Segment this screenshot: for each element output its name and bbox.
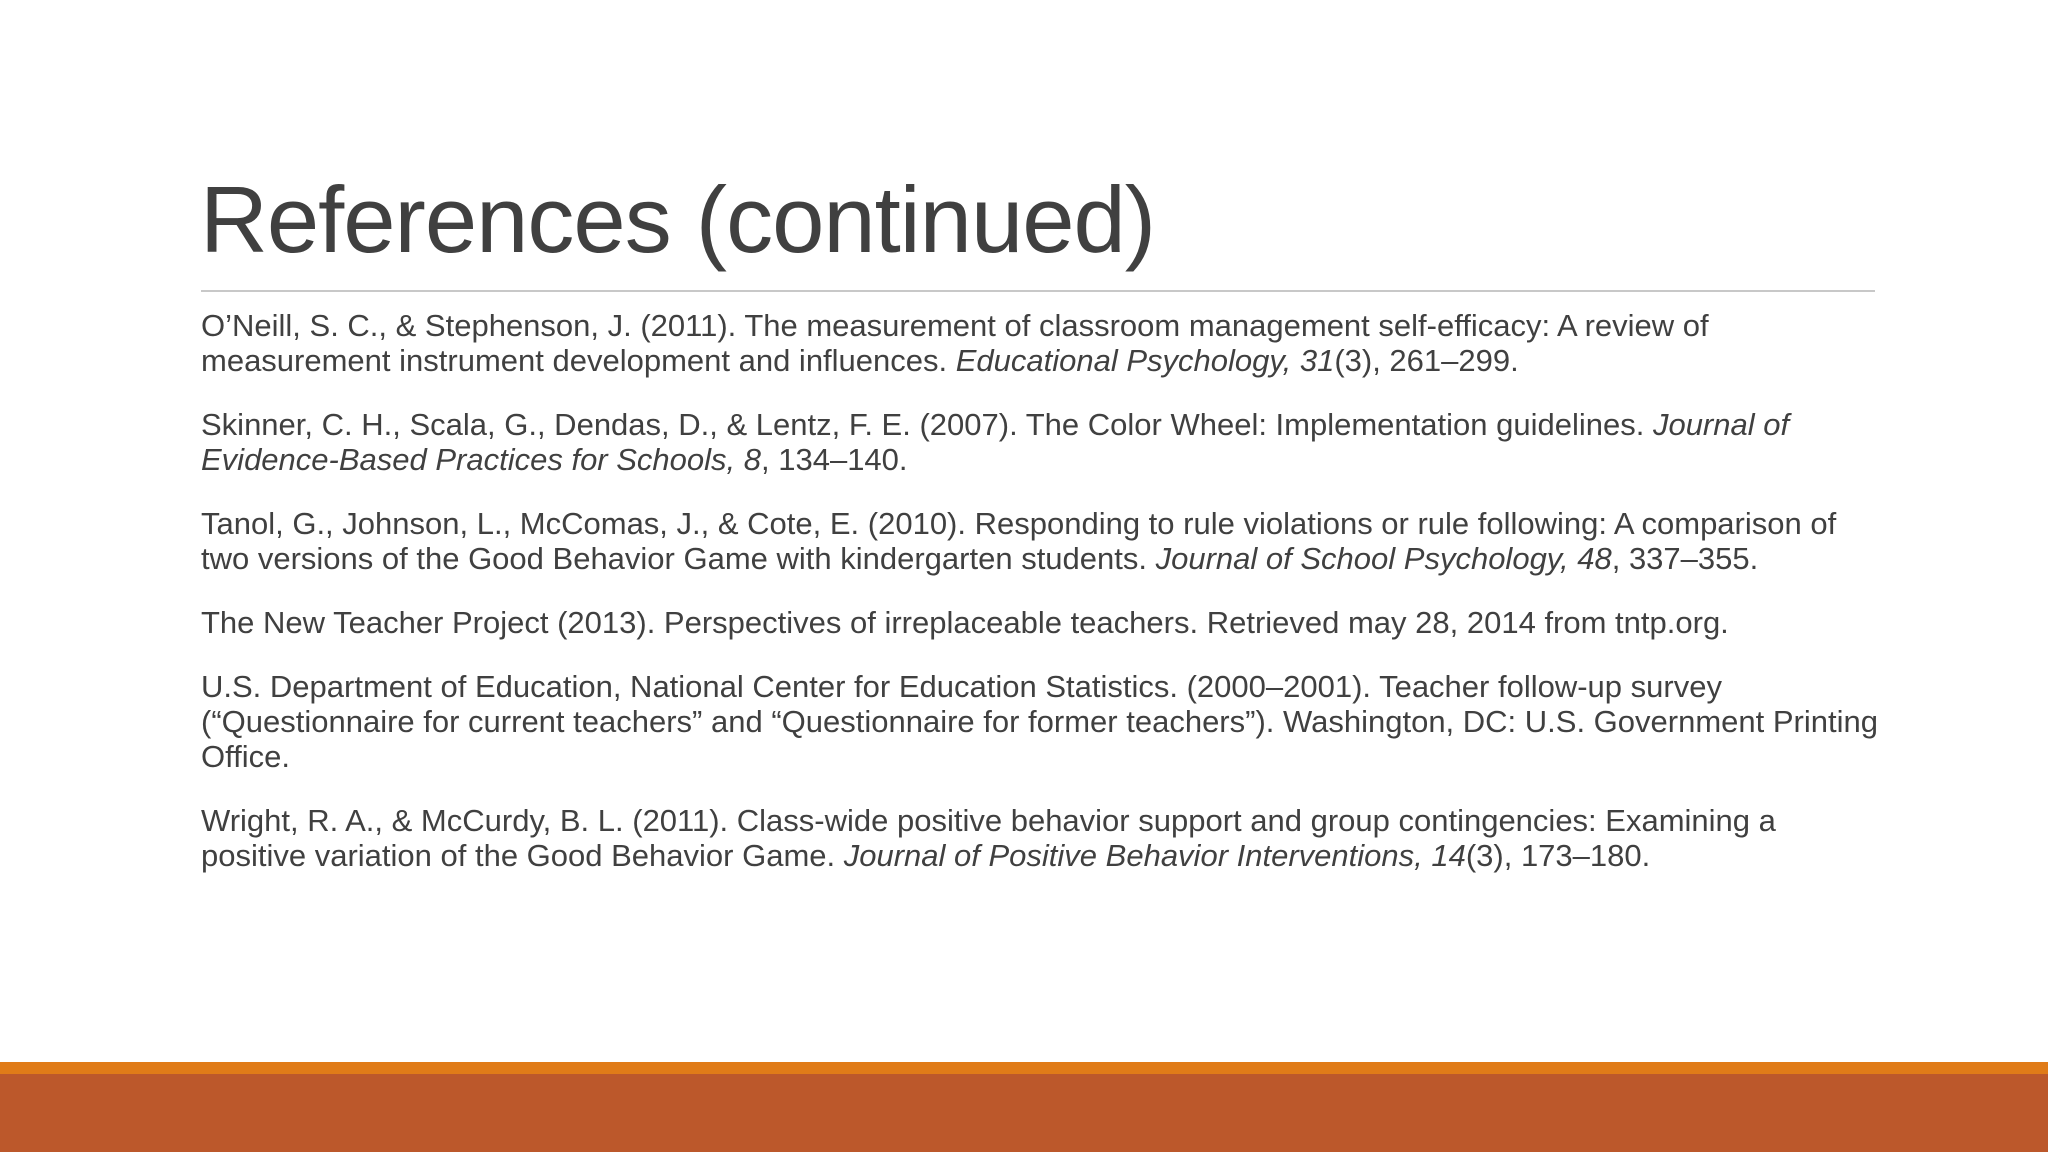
reference-text: Skinner, C. H., Scala, G., Dendas, D., & Lentz, F. E. (2007). The Color Wheel: Implementation guidelines. — [201, 407, 1653, 442]
reference-journal: Educational Psychology, 31 — [955, 343, 1335, 378]
reference-pages: , 134–140. — [761, 442, 908, 477]
reference-item — [201, 669, 1881, 774]
reference-text: Tanol, G., Johnson, L., McComas, J., & Cote, E. (2010). Responding to rule violations or rule following: A comparison of two versions of the Good Behavior Game with kindergarten students. — [201, 506, 1837, 576]
reference-text: The New Teacher Project (2013). Perspectives of irreplaceable teachers. Retrieved may 28, 2014 from tntp.org. — [201, 605, 1729, 640]
reference-item — [201, 803, 1881, 873]
reference-text: U.S. Department of Education, National Center for Education Statistics. (2000–2001). Teacher follow-up survey (“Questionnaire for current teachers” and “Questionnaire for former teachers”). Washington, DC: U.S. Government Printing Office. — [201, 669, 1878, 774]
reference-pages: , 337–355. — [1611, 541, 1759, 576]
reference-item — [201, 407, 1881, 477]
reference-list — [201, 308, 1881, 902]
reference-item — [201, 605, 1881, 640]
footer-bar — [0, 1074, 2048, 1152]
reference-journal: Journal of Evidence-Based Practices for Schools, 8 — [201, 407, 1790, 477]
reference-text: O’Neill, S. C., & Stephenson, J. (2011). The measurement of classroom management self-efficacy: A review of measurement instrument development and influences. — [201, 308, 1709, 378]
reference-pages: (3), 261–299. — [1334, 343, 1519, 378]
reference-text: Wright, R. A., & McCurdy, B. L. (2011). Class-wide positive behavior support and group contingencies: Examining a positive variation of the Good Behavior Game. — [201, 803, 1776, 873]
reference-pages: (3), 173–180. — [1465, 838, 1651, 873]
reference-item — [201, 506, 1881, 576]
reference-journal: Journal of Positive Behavior Interventions, 14 — [843, 838, 1466, 873]
reference-journal: Journal of School Psychology, 48 — [1155, 541, 1612, 576]
footer-accent-bar — [0, 1062, 2048, 1074]
title-divider — [201, 290, 1875, 292]
slide-title: References (continued) — [200, 167, 1156, 272]
reference-item — [201, 308, 1881, 378]
